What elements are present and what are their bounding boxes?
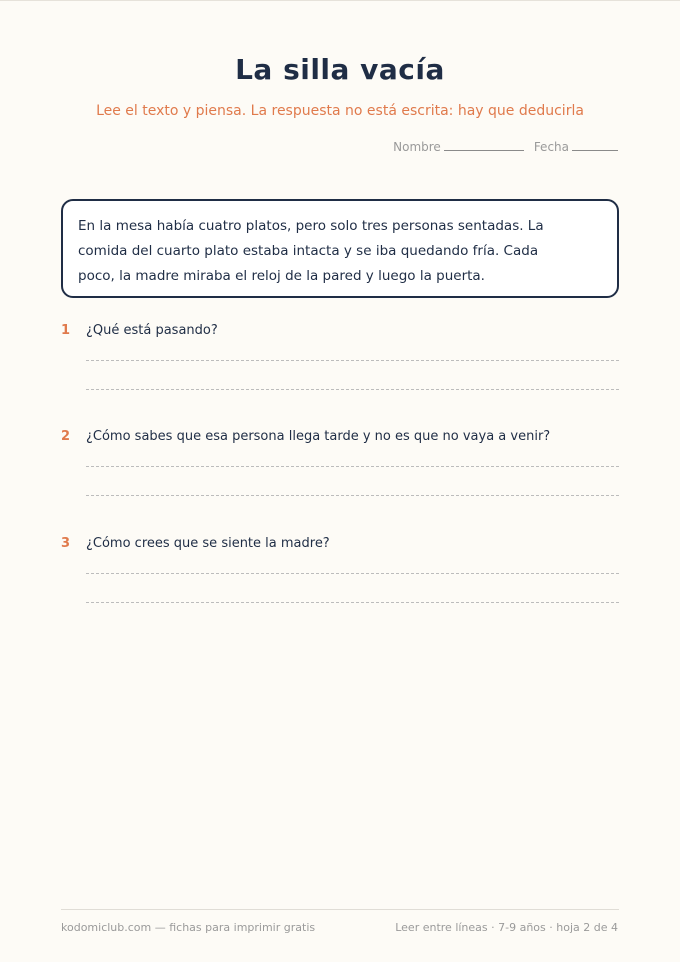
footer-page-info: Leer entre líneas · 7-9 años · hoja 2 de 4 [395,921,618,934]
question-text: ¿Qué está pasando? [86,323,218,338]
page-subtitle: Lee el texto y piensa. La respuesta no está escrita: hay que deducirla [96,103,584,119]
question-number: 3 [61,536,71,551]
question-number: 1 [61,323,71,338]
answer-line[interactable] [86,602,619,603]
question-text: ¿Cómo sabes que esa persona llega tarde y no es que no vaya a venir? [86,429,551,444]
name-date-fields [393,140,618,154]
story-line: En la mesa había cuatro platos, pero solo tres personas sentadas. La [78,218,544,234]
question-2 [61,429,619,496]
name-label: Nombre [393,140,441,154]
question-3 [61,536,619,603]
page-title: La silla vacía [235,53,445,86]
footer-divider [61,909,619,910]
question-number: 2 [61,429,71,444]
question-1 [61,323,619,390]
date-blank-line[interactable] [572,140,618,151]
date-label: Fecha [533,140,569,154]
story-line: poco, la madre miraba el reloj de la pared y luego la puerta. [78,268,485,284]
answer-line[interactable] [86,495,619,496]
answer-line[interactable] [86,466,619,467]
question-text: ¿Cómo crees que se siente la madre? [86,536,330,551]
footer-site-link[interactable]: kodomiclub.com — fichas para imprimir gratis [61,921,316,934]
story-line: comida del cuarto plato estaba intacta y se iba quedando fría. Cada [78,243,539,259]
answer-line[interactable] [86,360,619,361]
answer-line[interactable] [86,389,619,390]
name-blank-line[interactable] [444,140,524,151]
answer-line[interactable] [86,573,619,574]
story-box [61,199,619,298]
